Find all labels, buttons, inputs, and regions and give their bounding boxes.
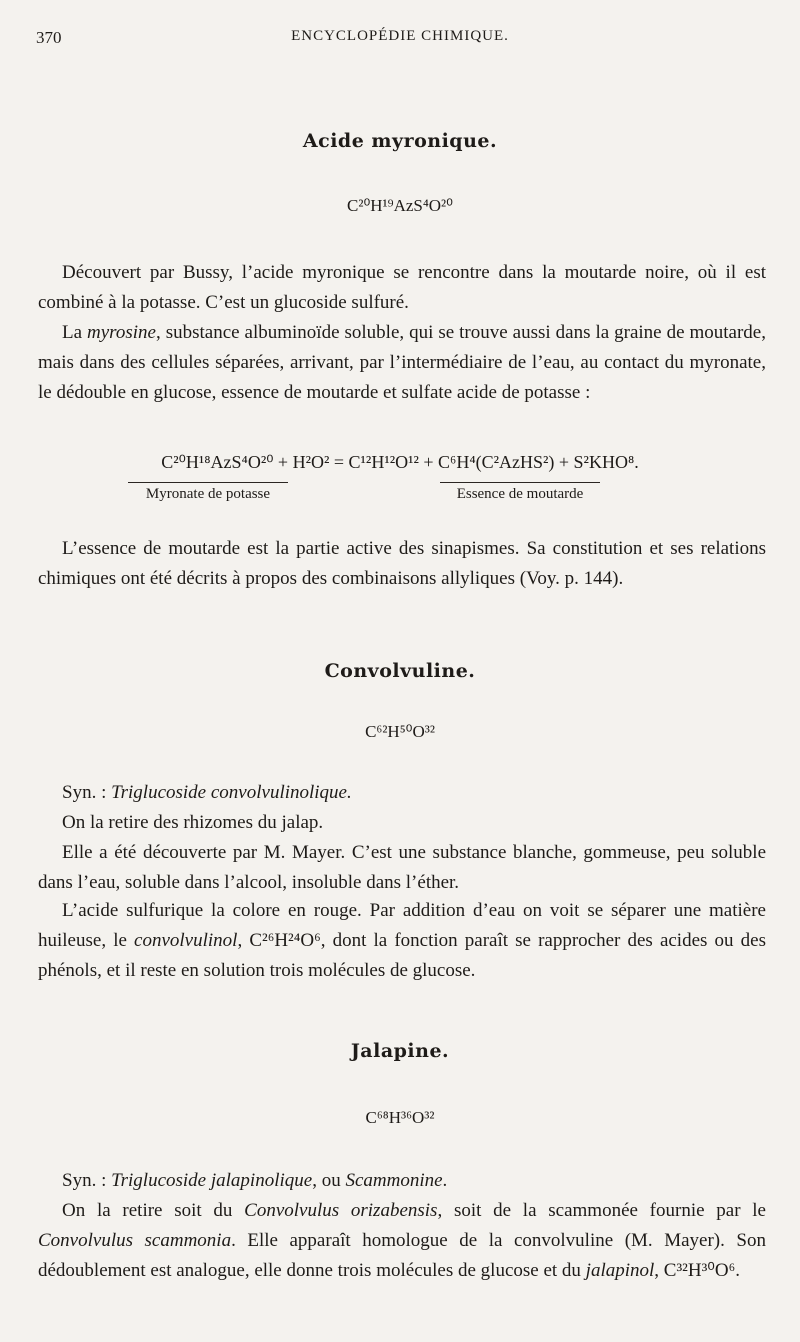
running-head xyxy=(36,28,764,54)
term-convolvulinol: convolvulinol xyxy=(134,930,238,951)
paragraph-convolvuline-3: L’acide sulfurique la colore en rouge. Par addition d’eau on voit se séparer une matière huileuse, le convolvulinol, C²⁶H²⁴O⁶, dont la fonction paraît se rapprocher des acides ou des phénols, et il reste en solution trois molécules de glucose. xyxy=(38,900,766,981)
reaction-equation: C²⁰H¹⁸AzS⁴O²⁰ + H²O² = C¹²H¹²O¹² + C⁶H⁴(C²AzHS²) + S²KHO⁸. xyxy=(161,452,639,472)
section-title-convolvuline: Convolvuline. xyxy=(324,660,476,682)
synonym-jalapine: Syn. : Triglucoside jalapinolique, ou Scammonine. xyxy=(62,1170,448,1191)
section-title-jalapine: Jalapine. xyxy=(350,1040,450,1062)
paragraph-convolvuline-2: Elle a été découverte par M. Mayer. C’est une substance blanche, gommeuse, peu soluble dans l’eau, soluble dans l’alcool, insoluble dans l’éther. xyxy=(38,842,766,893)
paragraph-jalapine-1: On la retire soit du Convolvulus orizabensis, soit de la scammonée fournie par le Convolvulus scammonia. Elle apparaît homologue de la convolvuline (M. Mayer). Son dédoublement est analogue, elle donne trois molécules de glucose et du jalapinol, C³²H³⁰O⁶. xyxy=(38,1200,766,1281)
formula-acide-myronique: C²⁰H¹⁹AzS⁴O²⁰ xyxy=(347,196,453,215)
label-essence-de-moutarde: Essence de moutarde xyxy=(440,482,600,503)
synonym-convolvuline: Syn. : Triglucoside convolvulinolique. xyxy=(62,782,352,803)
paragraph-myronique-1: Découvert par Bussy, l’acide myronique se rencontre dans la moutarde noire, où il est combiné à la potasse. C’est un glucoside sulfuré. xyxy=(38,262,766,313)
paragraph-myronique-3: L’essence de moutarde est la partie active des sinapismes. Sa constitution et ses relations chimiques ont été décrits à propos des combinaisons allyliques (Voy. p. 144). xyxy=(38,538,766,589)
formula-convolvuline: C⁶²H⁵⁰O³² xyxy=(365,722,435,741)
running-title: ENCYCLOPÉDIE CHIMIQUE. xyxy=(291,28,509,44)
formula-jalapine: C⁶⁸H³⁶O³² xyxy=(365,1108,435,1127)
paragraph-convolvuline-1: On la retire des rhizomes du jalap. xyxy=(62,812,324,833)
paragraph-myronique-2: La myrosine, substance albuminoïde soluble, qui se trouve aussi dans la graine de moutarde, mais dans des cellules séparées, arrivant, par l’intermédiaire de l’eau, au contact du myronate, le dédouble en glucose, essence de moutarde et sulfate acide de potasse : xyxy=(38,322,766,403)
section-title-acide-myronique: Acide myronique. xyxy=(302,130,498,152)
page-number: 370 xyxy=(36,28,62,47)
term-myrosine: myrosine xyxy=(87,322,156,343)
label-myronate-de-potasse: Myronate de potasse xyxy=(128,482,288,503)
term-jalapinol: jalapinol xyxy=(585,1260,655,1281)
